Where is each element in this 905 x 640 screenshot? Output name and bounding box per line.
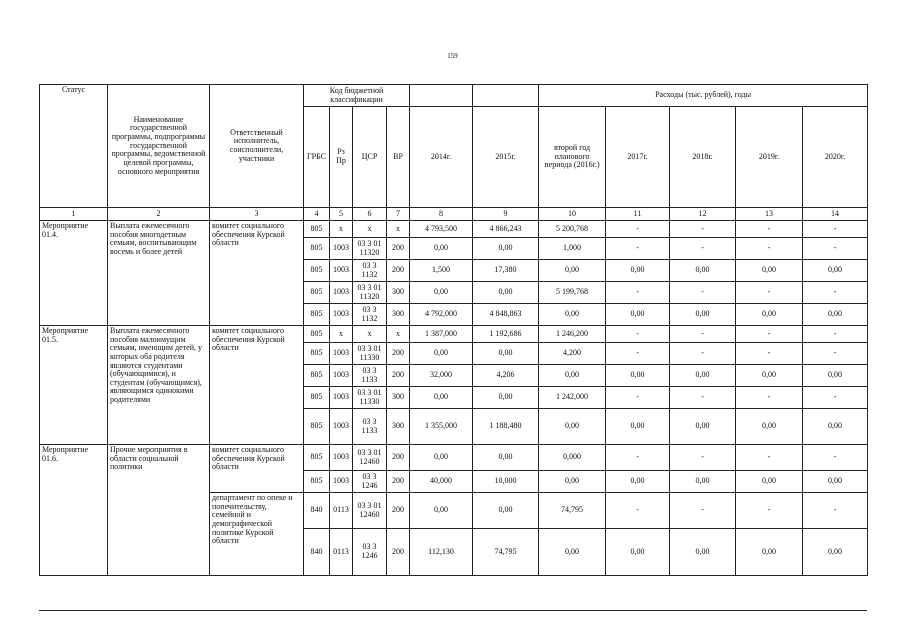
col-num: 6	[353, 208, 387, 221]
page-number: 159	[447, 52, 458, 60]
grbs-cell: 805	[304, 343, 330, 365]
rzpr-cell: 1003	[330, 387, 353, 409]
value-2017: 0,00	[606, 304, 670, 326]
grbs-cell: 805	[304, 221, 330, 238]
vr-cell: 200	[387, 493, 410, 529]
rzpr-cell: 0113	[330, 529, 353, 576]
value-2014: 0,00	[410, 493, 473, 529]
vr-cell: 200	[387, 529, 410, 576]
value-2020: 0,00	[803, 409, 868, 445]
rzpr-cell: 1003	[330, 409, 353, 445]
value-2014: 4 792,000	[410, 304, 473, 326]
value-2020: -	[803, 343, 868, 365]
value-2015: 74,795	[473, 529, 539, 576]
value-2017: -	[606, 238, 670, 260]
header-row-top	[40, 85, 868, 107]
value-2018: -	[670, 445, 736, 471]
csr-cell: х	[353, 326, 387, 343]
value-2020: -	[803, 326, 868, 343]
value-2014: 1 355,000	[410, 409, 473, 445]
header-expenses: Расходы (тыс. рублей), годы	[539, 85, 868, 107]
header-rzpr: Рз Пр	[330, 107, 353, 208]
value-2019: -	[736, 387, 803, 409]
value-2017: -	[606, 387, 670, 409]
header-vr: ВР	[387, 107, 410, 208]
grbs-cell: 805	[304, 365, 330, 387]
csr-cell: 03 3 1133	[353, 365, 387, 387]
value-2016: 0,00	[539, 260, 606, 282]
header-budget-code: Код бюджетной классификации	[304, 85, 410, 107]
value-2015: 0,00	[473, 282, 539, 304]
value-2020: -	[803, 493, 868, 529]
csr-cell: 03 3 1246	[353, 529, 387, 576]
value-2016: 5 200,768	[539, 221, 606, 238]
csr-cell: 03 3 01 12460	[353, 445, 387, 471]
col-num: 10	[539, 208, 606, 221]
value-2015: 17,380	[473, 260, 539, 282]
col-num: 14	[803, 208, 868, 221]
value-2015: 0,00	[473, 445, 539, 471]
value-2018: 0,00	[670, 365, 736, 387]
header-status: Статус	[40, 85, 108, 208]
grbs-cell: 805	[304, 387, 330, 409]
value-2014: 1 387,000	[410, 326, 473, 343]
table-row	[40, 221, 868, 238]
value-2019: 0,00	[736, 304, 803, 326]
value-2020: -	[803, 282, 868, 304]
value-2014: 112,130	[410, 529, 473, 576]
grbs-cell: 805	[304, 409, 330, 445]
value-2015: 4 848,863	[473, 304, 539, 326]
value-2018: -	[670, 238, 736, 260]
value-2019: -	[736, 238, 803, 260]
grbs-cell: 805	[304, 326, 330, 343]
value-2017: -	[606, 493, 670, 529]
value-2017: 0,00	[606, 529, 670, 576]
vr-cell: 200	[387, 365, 410, 387]
value-2019: -	[736, 282, 803, 304]
grbs-cell: 805	[304, 282, 330, 304]
value-2015: 1 192,686	[473, 326, 539, 343]
value-2014: 0,00	[410, 445, 473, 471]
column-number-row	[40, 208, 868, 221]
value-2017: 0,00	[606, 260, 670, 282]
name-cell: Выплата ежемесячного пособия многодетным семьям, воспитывающим восемь и более детей	[108, 221, 210, 326]
value-2014: 0,00	[410, 238, 473, 260]
value-2018: 0,00	[670, 304, 736, 326]
vr-cell: 300	[387, 387, 410, 409]
col-num: 9	[473, 208, 539, 221]
csr-cell: 03 3 01 11320	[353, 282, 387, 304]
value-2015: 10,000	[473, 471, 539, 493]
value-2014: 0,00	[410, 282, 473, 304]
csr-cell: 03 3 1132	[353, 304, 387, 326]
value-2014: 0,00	[410, 387, 473, 409]
value-2019: -	[736, 445, 803, 471]
header-responsible: Ответственный исполнитель, соисполнители, участники	[210, 85, 304, 208]
header-2014: 2014г.	[410, 107, 473, 208]
header-blank-2014	[410, 85, 473, 107]
value-2019: 0,00	[736, 260, 803, 282]
header-2018: 2018г.	[670, 107, 736, 208]
value-2019: -	[736, 221, 803, 238]
responsible-cell: комитет социального обеспечения Курской области	[210, 221, 304, 326]
responsible-cell: комитет социального обеспечения Курской области	[210, 445, 304, 493]
value-2016: 0,000	[539, 445, 606, 471]
col-num: 4	[304, 208, 330, 221]
csr-cell: 03 3 1132	[353, 260, 387, 282]
value-2020: -	[803, 221, 868, 238]
value-2016: 0,00	[539, 529, 606, 576]
rzpr-cell: х	[330, 221, 353, 238]
value-2014: 1,500	[410, 260, 473, 282]
csr-cell: 03 3 01 11330	[353, 343, 387, 365]
vr-cell: 300	[387, 409, 410, 445]
rzpr-cell: 1003	[330, 304, 353, 326]
col-num: 8	[410, 208, 473, 221]
value-2018: -	[670, 282, 736, 304]
status-cell: Мероприятие 01.4.	[40, 221, 108, 326]
csr-cell: х	[353, 221, 387, 238]
grbs-cell: 805	[304, 445, 330, 471]
status-cell: Мероприятие 01.5.	[40, 326, 108, 445]
value-2015: 0,00	[473, 387, 539, 409]
rzpr-cell: 1003	[330, 282, 353, 304]
rzpr-cell: х	[330, 326, 353, 343]
csr-cell: 03 3 01 12460	[353, 493, 387, 529]
vr-cell: 200	[387, 471, 410, 493]
value-2015: 1 188,480	[473, 409, 539, 445]
value-2019: -	[736, 493, 803, 529]
name-cell: Прочие мероприятия в области социальной политики	[108, 445, 210, 576]
col-num: 11	[606, 208, 670, 221]
value-2016: 1 242,000	[539, 387, 606, 409]
header-name: Наименование государственной программы, подпрограммы государственной программы, ведомственной целевой программы, основного мероприятия	[108, 85, 210, 208]
rzpr-cell: 1003	[330, 260, 353, 282]
table-row	[40, 326, 868, 343]
status-cell: Мероприятие 01.6.	[40, 445, 108, 576]
value-2019: 0,00	[736, 365, 803, 387]
grbs-cell: 805	[304, 304, 330, 326]
value-2016: 0,00	[539, 365, 606, 387]
name-cell: Выплата ежемесячного пособия малоимущим семьям, имеющим детей, у которых оба родителя являются студентами (обучающимися), и студентам (обучающимся), являющимся одинокими родителями	[108, 326, 210, 445]
value-2020: 0,00	[803, 304, 868, 326]
header-2020: 2020г.	[803, 107, 868, 208]
value-2017: -	[606, 282, 670, 304]
value-2016: 1 246,200	[539, 326, 606, 343]
header-2015: 2015г.	[473, 107, 539, 208]
vr-cell: 300	[387, 304, 410, 326]
col-num: 13	[736, 208, 803, 221]
value-2017: 0,00	[606, 471, 670, 493]
value-2019: 0,00	[736, 529, 803, 576]
value-2020: 0,00	[803, 529, 868, 576]
value-2018: 0,00	[670, 260, 736, 282]
vr-cell: 200	[387, 260, 410, 282]
value-2015: 4 866,243	[473, 221, 539, 238]
table-row	[40, 445, 868, 471]
col-num: 12	[670, 208, 736, 221]
vr-cell: 200	[387, 445, 410, 471]
rzpr-cell: 1003	[330, 445, 353, 471]
header-2016: второй год планового периода (2016г.)	[539, 107, 606, 208]
header-blank-2015	[473, 85, 539, 107]
vr-cell: 200	[387, 238, 410, 260]
grbs-cell: 805	[304, 238, 330, 260]
vr-cell: х	[387, 326, 410, 343]
value-2016: 0,00	[539, 304, 606, 326]
value-2016: 5 199,768	[539, 282, 606, 304]
value-2017: -	[606, 221, 670, 238]
value-2017: -	[606, 343, 670, 365]
col-num: 7	[387, 208, 410, 221]
value-2015: 0,00	[473, 238, 539, 260]
budget-table	[39, 84, 868, 576]
rzpr-cell: 1003	[330, 238, 353, 260]
value-2017: -	[606, 326, 670, 343]
grbs-cell: 840	[304, 493, 330, 529]
value-2018: 0,00	[670, 409, 736, 445]
rzpr-cell: 1003	[330, 343, 353, 365]
col-num: 3	[210, 208, 304, 221]
value-2020: -	[803, 387, 868, 409]
value-2020: 0,00	[803, 365, 868, 387]
rzpr-cell: 1003	[330, 471, 353, 493]
value-2018: -	[670, 221, 736, 238]
rzpr-cell: 1003	[330, 365, 353, 387]
value-2015: 0,00	[473, 343, 539, 365]
grbs-cell: 805	[304, 260, 330, 282]
csr-cell: 03 3 01 11330	[353, 387, 387, 409]
col-num: 1	[40, 208, 108, 221]
vr-cell: 200	[387, 343, 410, 365]
value-2015: 4,206	[473, 365, 539, 387]
value-2019: 0,00	[736, 409, 803, 445]
col-num: 5	[330, 208, 353, 221]
value-2018: -	[670, 326, 736, 343]
csr-cell: 03 3 01 11320	[353, 238, 387, 260]
value-2017: 0,00	[606, 365, 670, 387]
value-2017: 0,00	[606, 409, 670, 445]
grbs-cell: 840	[304, 529, 330, 576]
value-2014: 32,000	[410, 365, 473, 387]
value-2018: -	[670, 387, 736, 409]
value-2020: -	[803, 445, 868, 471]
header-2019: 2019г.	[736, 107, 803, 208]
value-2020: 0,00	[803, 260, 868, 282]
header-grbs: ГРБС	[304, 107, 330, 208]
vr-cell: 300	[387, 282, 410, 304]
col-num: 2	[108, 208, 210, 221]
header-csr: ЦСР	[353, 107, 387, 208]
value-2020: -	[803, 238, 868, 260]
rzpr-cell: 0113	[330, 493, 353, 529]
responsible-cell: комитет социального обеспечения Курской области	[210, 326, 304, 445]
csr-cell: 03 3 1133	[353, 409, 387, 445]
value-2018: 0,00	[670, 529, 736, 576]
value-2018: 0,00	[670, 471, 736, 493]
value-2019: -	[736, 343, 803, 365]
value-2019: 0,00	[736, 471, 803, 493]
value-2014: 40,000	[410, 471, 473, 493]
value-2015: 0,00	[473, 493, 539, 529]
value-2014: 0,00	[410, 343, 473, 365]
value-2016: 1,000	[539, 238, 606, 260]
value-2019: -	[736, 326, 803, 343]
value-2016: 4,200	[539, 343, 606, 365]
value-2016: 74,795	[539, 493, 606, 529]
value-2016: 0,00	[539, 409, 606, 445]
value-2020: 0,00	[803, 471, 868, 493]
header-2017: 2017г.	[606, 107, 670, 208]
value-2018: -	[670, 343, 736, 365]
value-2014: 4 793,500	[410, 221, 473, 238]
responsible-cell: департамент по опеке и попечительству, семейной и демографической политике Курской области	[210, 493, 304, 576]
value-2017: -	[606, 445, 670, 471]
value-2018: -	[670, 493, 736, 529]
value-2016: 0,00	[539, 471, 606, 493]
page-bottom-rule	[39, 610, 867, 611]
grbs-cell: 805	[304, 471, 330, 493]
csr-cell: 03 3 1246	[353, 471, 387, 493]
vr-cell: х	[387, 221, 410, 238]
